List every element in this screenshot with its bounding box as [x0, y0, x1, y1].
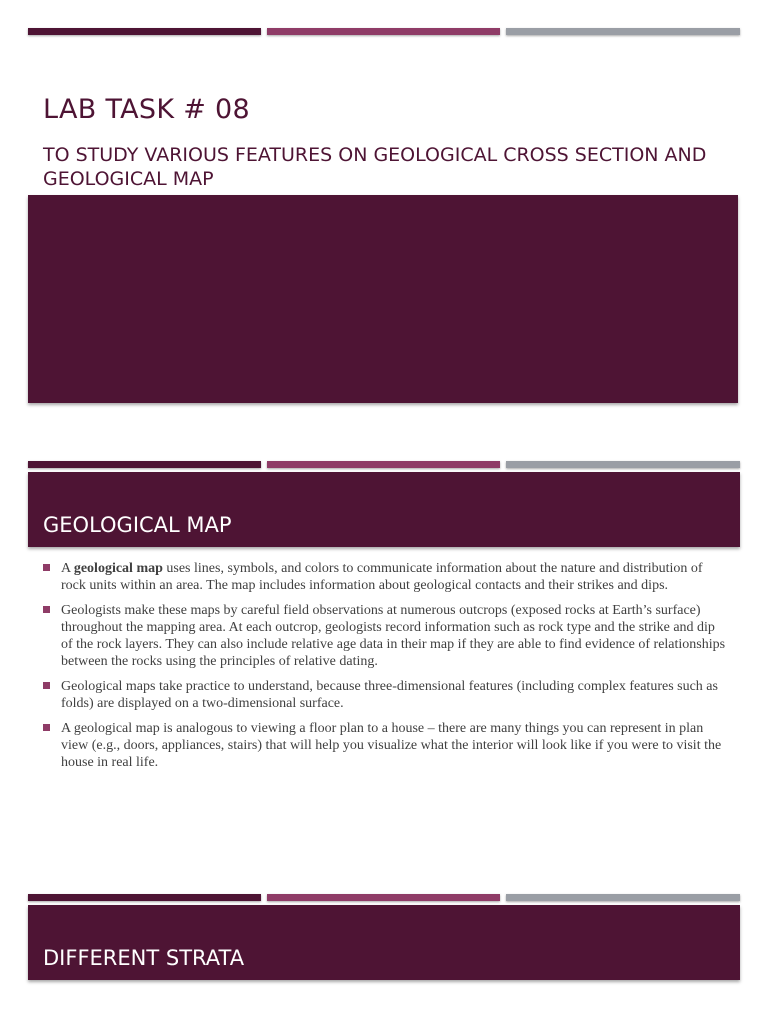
- bullet-item: [43, 720, 727, 771]
- bullet-text: A geological map is analogous to viewing a floor plan to a house – there are many things you can represent in plan view (e.g., doors, appliances, stairs) that will help you visualize what the interior will look like if you were to visit the house in real life.: [61, 721, 722, 770]
- bullet-prefix: A: [61, 561, 74, 576]
- square-bullet-icon: [43, 682, 50, 689]
- bullet-item: [43, 560, 727, 594]
- slide3-title: DIFFERENT STRATA: [43, 946, 245, 970]
- slide1-title: LAB TASK # 08: [43, 94, 250, 125]
- slide3-accent-stripe: [28, 894, 740, 901]
- bullet-text: Geologists make these maps by careful field observations at numerous outcrops (exposed rocks at Earth’s surface) throughout the mapping area. At each outcrop, geologists record information such as rock type and the strike and dip of the rock layers. They can also include relative age data in their map if they are able to find evidence of relationships between the rocks using the principles of relative dating.: [61, 603, 726, 669]
- square-bullet-icon: [43, 724, 50, 731]
- accent-bar-magenta: [267, 461, 500, 468]
- bullet-bold-term: geological map: [73, 561, 163, 576]
- slide2-title-panel: [28, 472, 740, 547]
- accent-bar-gray: [506, 461, 740, 468]
- accent-bar-magenta: [267, 28, 500, 35]
- bullet-item: [43, 602, 727, 670]
- square-bullet-icon: [43, 564, 50, 571]
- bullet-text: uses lines, symbols, and colors to communicate information about the nature and distribution of rock units within an area. The map includes information about geological contacts and their strikes and dips.: [61, 561, 703, 593]
- slide2-bullet-list: [43, 560, 727, 779]
- slide1-accent-stripe: [28, 28, 740, 35]
- accent-bar-plum: [28, 28, 261, 35]
- accent-bar-gray: [506, 894, 740, 901]
- slide2-title: GEOLOGICAL MAP: [43, 513, 232, 537]
- accent-bar-plum: [28, 894, 261, 901]
- slide3-title-panel: [28, 905, 740, 980]
- accent-bar-gray: [506, 28, 740, 35]
- bullet-text: Geological maps take practice to understand, because three-dimensional features (including complex features such as folds) are displayed on a two-dimensional surface.: [61, 679, 718, 711]
- slide1-subtitle: TO STUDY VARIOUS FEATURES ON GEOLOGICAL CROSS SECTION AND GEOLOGICAL MAP: [43, 144, 707, 190]
- bullet-item: [43, 678, 727, 712]
- slide1-content-panel: [28, 195, 738, 403]
- accent-bar-plum: [28, 461, 261, 468]
- slide2-accent-stripe: [28, 461, 740, 468]
- square-bullet-icon: [43, 606, 50, 613]
- accent-bar-magenta: [267, 894, 500, 901]
